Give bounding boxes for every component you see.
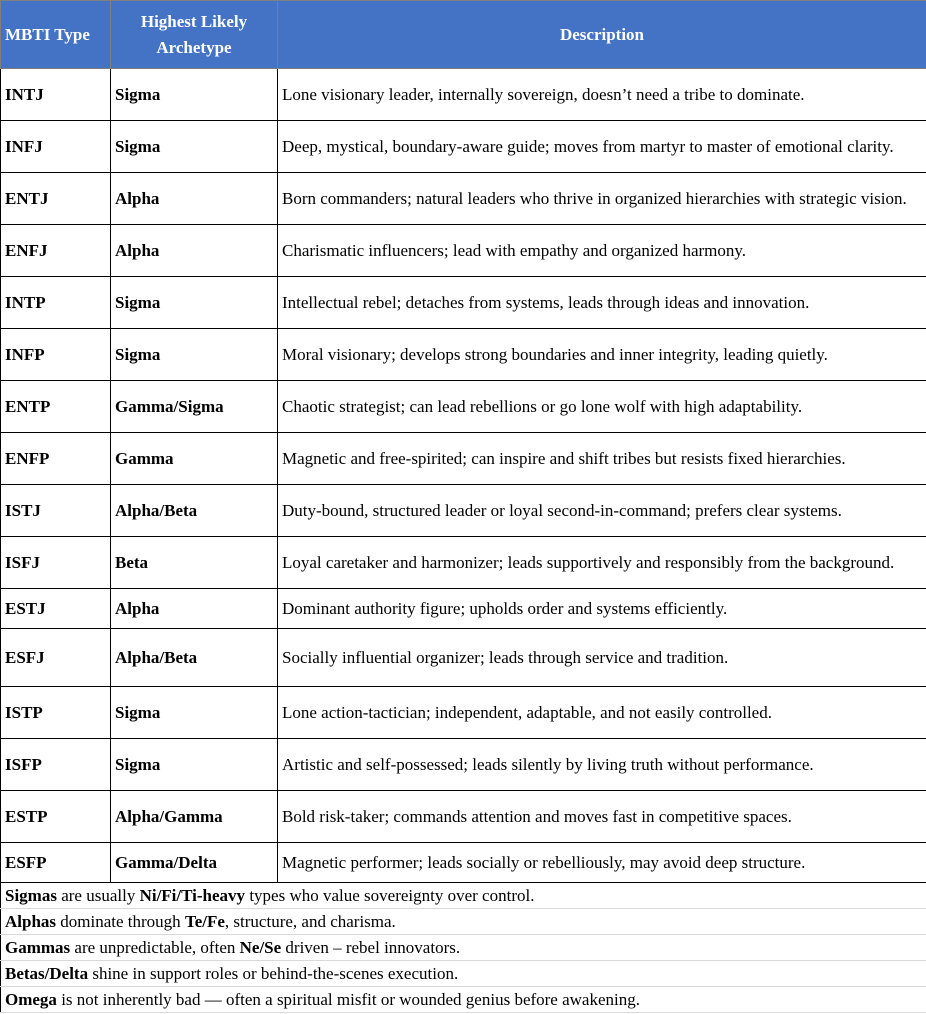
table-row — [1, 687, 926, 739]
cell-archetype: Sigma — [111, 739, 278, 791]
cell-archetype: Sigma — [111, 69, 278, 121]
cell-type: ENFJ — [1, 225, 111, 277]
table-row — [1, 121, 926, 173]
cell-archetype: Beta — [111, 537, 278, 589]
note-text: types who value sovereignty over control. — [245, 885, 535, 905]
note-sigmas — [1, 883, 926, 909]
cell-description: Lone visionary leader, internally sovereign, doesn’t need a tribe to dominate. — [278, 69, 926, 121]
note-betas-delta — [1, 961, 926, 987]
table-row — [1, 739, 926, 791]
cell-type: INTP — [1, 277, 111, 329]
cell-description: Loyal caretaker and harmonizer; leads supportively and responsibly from the background. — [278, 537, 926, 589]
cell-type: ENTP — [1, 381, 111, 433]
header-archetype: Highest Likely Archetype — [111, 1, 278, 69]
note-row — [1, 961, 926, 987]
cell-type: ISTP — [1, 687, 111, 739]
cell-description: Born commanders; natural leaders who thrive in organized hierarchies with strategic vision. — [278, 173, 926, 225]
cell-description: Lone action-tactician; independent, adaptable, and not easily controlled. — [278, 687, 926, 739]
table-row — [1, 381, 926, 433]
cell-description: Charismatic influencers; lead with empathy and organized harmony. — [278, 225, 926, 277]
note-row — [1, 883, 926, 909]
cell-description: Duty-bound, structured leader or loyal second-in-command; prefers clear systems. — [278, 485, 926, 537]
cell-archetype: Sigma — [111, 687, 278, 739]
table-row — [1, 433, 926, 485]
cell-type: ISFP — [1, 739, 111, 791]
note-row — [1, 987, 926, 1013]
cell-description: Intellectual rebel; detaches from systems, leads through ideas and innovation. — [278, 277, 926, 329]
cell-description: Magnetic performer; leads socially or rebelliously, may avoid deep structure. — [278, 843, 926, 883]
note-text: are unpredictable, often — [70, 937, 240, 957]
note-row — [1, 909, 926, 935]
cell-type: ESTP — [1, 791, 111, 843]
cell-type: ENFP — [1, 433, 111, 485]
cell-type: INFP — [1, 329, 111, 381]
note-term: Sigmas — [5, 885, 57, 905]
note-alphas — [1, 909, 926, 935]
note-omega — [1, 987, 926, 1013]
cell-type: ISFJ — [1, 537, 111, 589]
cell-description: Magnetic and free-spirited; can inspire and shift tribes but resists fixed hierarchies. — [278, 433, 926, 485]
cell-description: Deep, mystical, boundary-aware guide; moves from martyr to master of emotional clarity. — [278, 121, 926, 173]
table-row — [1, 277, 926, 329]
note-text: driven – rebel innovators. — [281, 937, 461, 957]
cell-archetype: Alpha — [111, 173, 278, 225]
table-row — [1, 173, 926, 225]
header-row — [1, 1, 926, 69]
cell-type: ESFP — [1, 843, 111, 883]
table-body — [1, 69, 926, 883]
notes-section — [1, 883, 926, 1013]
table-row — [1, 791, 926, 843]
note-text: is not inherently bad — often a spiritual misfit or wounded genius before awakening. — [56, 989, 640, 1009]
note-text: dominate through — [56, 911, 185, 931]
table-row — [1, 843, 926, 883]
cell-archetype: Sigma — [111, 121, 278, 173]
table-row — [1, 485, 926, 537]
table-row — [1, 225, 926, 277]
note-term: Ni/Fi/Ti-heavy — [139, 885, 246, 905]
note-term: Ne/Se — [239, 937, 282, 957]
cell-archetype: Sigma — [111, 277, 278, 329]
note-term: Gammas — [5, 937, 71, 957]
note-term: Alphas — [5, 911, 57, 931]
note-term: Te/Fe — [184, 911, 225, 931]
cell-type: INFJ — [1, 121, 111, 173]
cell-type: ESFJ — [1, 629, 111, 687]
cell-type: ENTJ — [1, 173, 111, 225]
cell-archetype: Alpha — [111, 589, 278, 629]
cell-description: Moral visionary; develops strong boundaries and inner integrity, leading quietly. — [278, 329, 926, 381]
note-text: , structure, and charisma. — [224, 911, 396, 931]
cell-archetype: Alpha — [111, 225, 278, 277]
note-row — [1, 935, 926, 961]
note-term: Betas/Delta — [5, 963, 89, 983]
cell-description: Chaotic strategist; can lead rebellions or go lone wolf with high adaptability. — [278, 381, 926, 433]
note-gammas — [1, 935, 926, 961]
cell-archetype: Sigma — [111, 329, 278, 381]
note-text: are usually — [56, 885, 140, 905]
cell-archetype: Gamma/Sigma — [111, 381, 278, 433]
cell-archetype: Gamma — [111, 433, 278, 485]
table-row — [1, 537, 926, 589]
table-row — [1, 329, 926, 381]
note-text: shine in support roles or behind-the-scenes execution. — [88, 963, 459, 983]
header-mbti-type: MBTI Type — [1, 1, 111, 69]
note-term: Omega — [5, 989, 57, 1009]
cell-type: ESTJ — [1, 589, 111, 629]
cell-description: Bold risk-taker; commands attention and moves fast in competitive spaces. — [278, 791, 926, 843]
cell-archetype: Alpha/Gamma — [111, 791, 278, 843]
cell-type: ISTJ — [1, 485, 111, 537]
cell-description: Artistic and self-possessed; leads silently by living truth without performance. — [278, 739, 926, 791]
cell-type: INTJ — [1, 69, 111, 121]
cell-archetype: Alpha/Beta — [111, 485, 278, 537]
table-row — [1, 589, 926, 629]
table-row — [1, 69, 926, 121]
cell-archetype: Alpha/Beta — [111, 629, 278, 687]
cell-description: Socially influential organizer; leads through service and tradition. — [278, 629, 926, 687]
table-row — [1, 629, 926, 687]
header-description: Description — [278, 1, 926, 69]
cell-archetype: Gamma/Delta — [111, 843, 278, 883]
cell-description: Dominant authority figure; upholds order and systems efficiently. — [278, 589, 926, 629]
